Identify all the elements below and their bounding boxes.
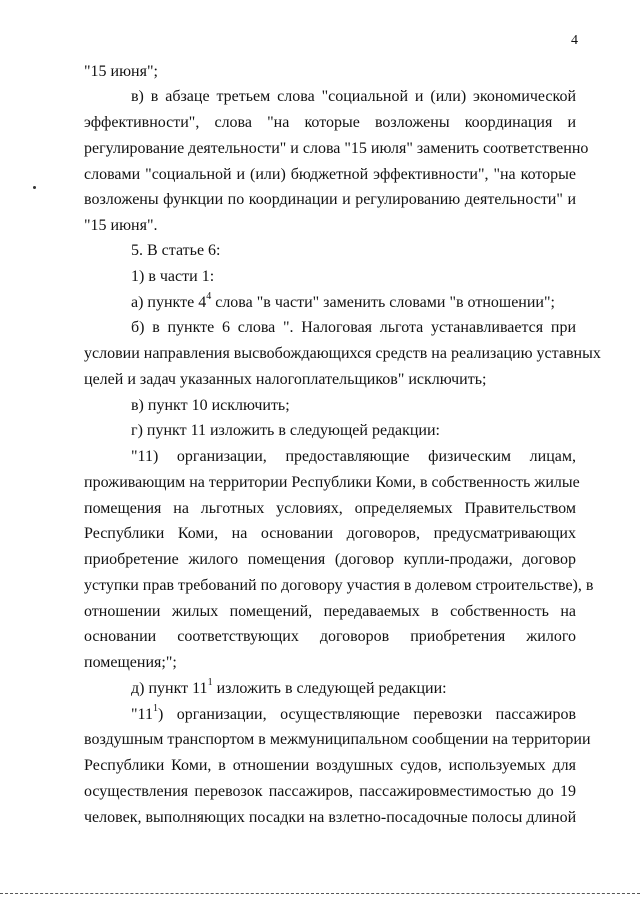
text-line: целей и задач указанных налогоплательщиков" исключить; <box>84 371 487 388</box>
text-line: "11) организации, предоставляющие физическим лицам, <box>131 448 576 465</box>
text-line: Республики Коми, в отношении воздушных судов, используемых для <box>84 757 576 774</box>
text-line <box>131 290 555 313</box>
text-line <box>131 676 447 699</box>
text-fragment: изложить в следующей редакции: <box>216 680 447 697</box>
text-line: осуществления перевозок пассажиров, пассажировместимостью до 19 <box>84 783 576 800</box>
text-line: возложены функции по координации и регулированию деятельности" и <box>84 191 576 208</box>
superscript: 1 <box>207 676 213 688</box>
scan-artifact-dot <box>33 186 36 189</box>
text-line: уступки прав требований по договору участия в долевом строительстве), в <box>84 577 594 594</box>
text-line: воздушным транспортом в межмуниципальном сообщении на территории <box>84 731 591 748</box>
text-line: человек, выполняющих посадки на взлетно-посадочные полосы длиной <box>84 809 577 826</box>
text-line: отношении жилых помещений, передаваемых в собственность на <box>84 603 576 620</box>
scan-edge-line <box>0 893 640 894</box>
text-line: б) в пункте 6 слова ". Налоговая льгота устанавливается при <box>131 319 576 336</box>
text-line: 5. В статье 6: <box>131 242 221 259</box>
text-fragment: а) пункте 4 <box>131 294 207 311</box>
superscript: 1 <box>152 702 158 714</box>
text-line <box>131 702 576 725</box>
text-fragment: д) пункт 11 <box>131 680 208 697</box>
text-line: словами "социальной и (или) бюджетной эффективности", "на которые <box>84 166 576 183</box>
text-line: регулирование деятельности" и слова "15 июля" заменить соответственно <box>84 140 589 157</box>
text-line: помещения;"; <box>84 654 177 671</box>
text-line: 1) в части 1: <box>131 268 215 285</box>
text-line: помещения на льготных условиях, определяемых Правительством <box>84 500 576 517</box>
superscript: 4 <box>206 290 212 302</box>
text-line: основании соответствующих договоров приобретения жилого <box>84 628 576 645</box>
text-line: "15 июня"; <box>84 63 158 80</box>
text-line: эффективности", слова "на которые возложены координация и <box>84 114 576 131</box>
text-line: проживающим на территории Республики Коми, в собственность жилые <box>84 474 580 491</box>
text-line: условии направления высвобождающихся средств на реализацию уставных <box>84 345 601 362</box>
text-fragment: "11 <box>131 706 153 723</box>
text-line: Республики Коми, на основании договоров, предусматривающих <box>84 525 576 542</box>
text-fragment: слова "в части" заменить словами "в отношении"; <box>215 294 555 311</box>
text-line: в) пункт 10 исключить; <box>131 397 290 414</box>
page-number: 4 <box>571 33 578 48</box>
text-line: в) в абзаце третьем слова "социальной и (или) экономической <box>131 88 576 105</box>
text-fragment: ) организации, осуществляющие перевозки пассажиров <box>157 706 576 723</box>
text-line: г) пункт 11 изложить в следующей редакции: <box>131 422 440 439</box>
text-line: приобретение жилого помещения (договор купли-продажи, договор <box>84 551 576 568</box>
text-line: "15 июня". <box>84 217 158 234</box>
